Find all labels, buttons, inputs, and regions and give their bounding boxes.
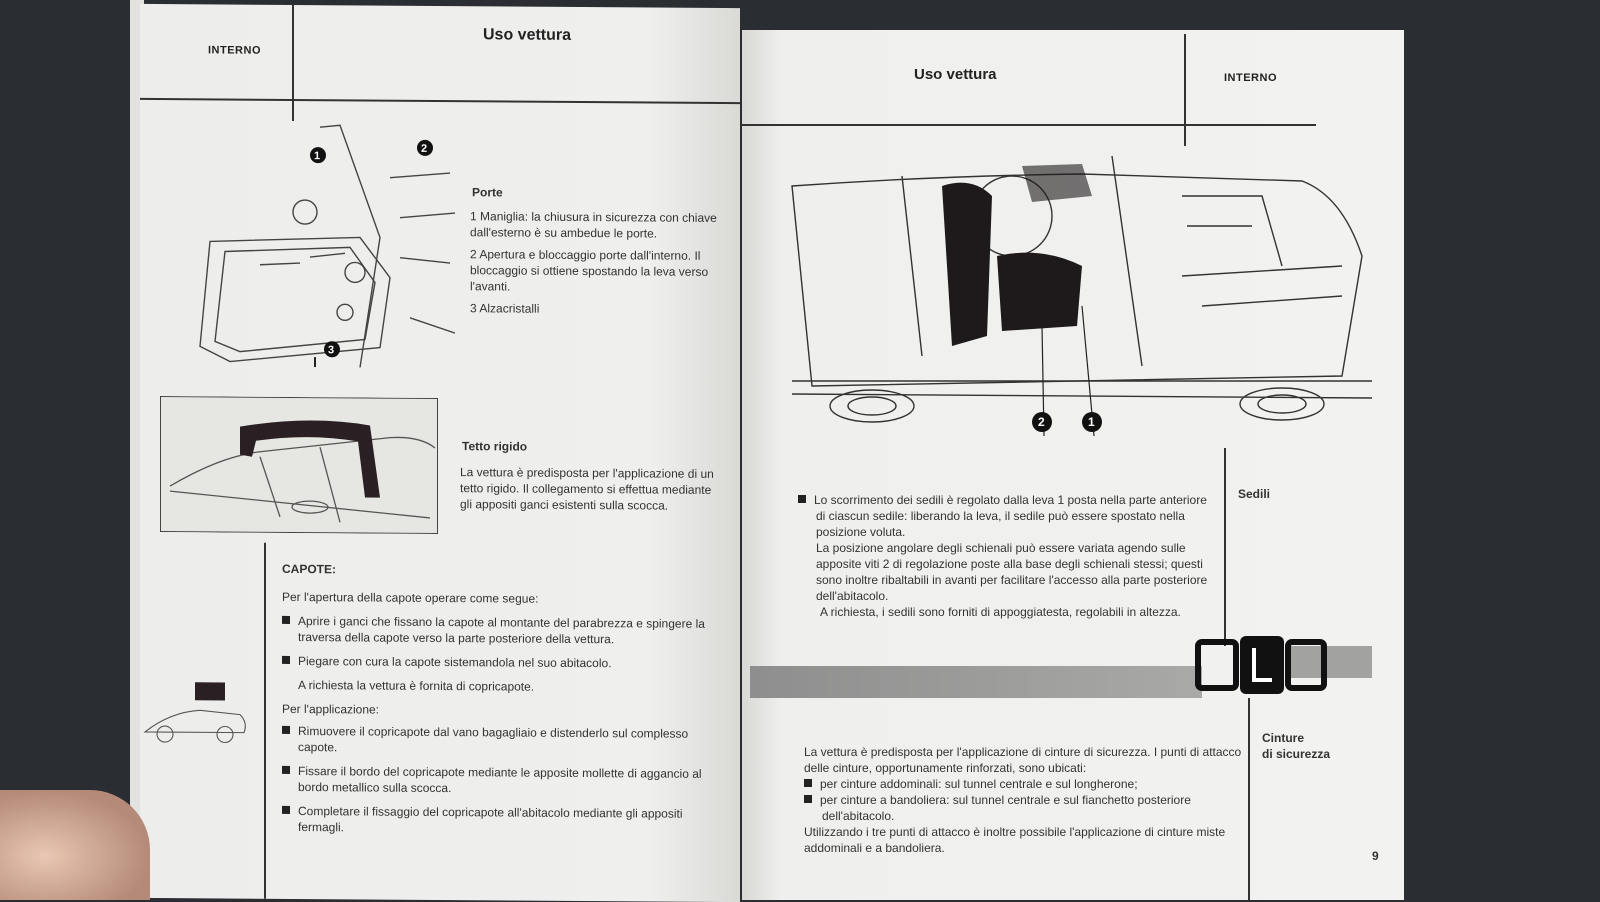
left-page-title: Uso vettura: [483, 26, 572, 44]
porte-item-1: [470, 208, 718, 242]
capote-section: [282, 561, 722, 846]
cinture-item-1-text: per cinture addominali: sul tunnel centrale e sul longherone;: [820, 777, 1138, 791]
porte-item-3-num: 3: [470, 301, 477, 316]
hardtop-illustration: [160, 396, 438, 534]
capote-appl-step-3-text: Completare il fissaggio del copricapote all'abitacolo mediante gli appositi fermagli.: [298, 804, 683, 835]
porte-heading: Porte: [472, 185, 503, 200]
capote-divider: [264, 543, 266, 899]
bullet-icon: [282, 656, 290, 664]
porte-item-2: [470, 246, 718, 296]
door-callout-3: 3: [328, 344, 335, 357]
bullet-icon: [282, 806, 290, 814]
page-number: 9: [1372, 849, 1379, 863]
cinture-outro: Utilizzando i tre punti di attacco è inoltre possibile l'applicazione di cinture miste addominali e a bandoliera.: [804, 825, 1226, 855]
capote-intro: Per l'apertura della capote operare come segue:: [282, 589, 539, 606]
bullet-icon: [282, 766, 290, 774]
bullet-icon: [804, 795, 812, 803]
cinture-item-1: [804, 776, 1242, 792]
interior-callout-1: 1: [1088, 415, 1095, 429]
sedili-text: [798, 492, 1216, 620]
cinture-item-2-text: per cinture a bandoliera: sul tunnel centrale e sul fianchetto posteriore dell'abitacolo.: [820, 793, 1191, 823]
tetto-text: La vettura è predisposta per l'applicazione di un tetto rigido. Il collegamento si effettua mediante gli appositi ganci esistenti sulla scocca.: [460, 465, 714, 513]
cinture-heading: [1262, 730, 1330, 762]
capote-appl-step-3: [282, 803, 722, 838]
bullet-icon: [798, 495, 806, 503]
door-callout-2: 2: [421, 142, 428, 155]
capote-appl-step-2-text: Fissare il bordo del copricapote mediante le apposite mollette di aggancio al bordo metallico sulla scocca.: [298, 764, 702, 796]
capote-step-1-text: Aprire i ganci che fissano la capote al montante del parabrezza e spingere la traversa della capote verso la parte posteriore della vettura.: [298, 614, 705, 647]
cinture-heading-2: di sicurezza: [1262, 747, 1331, 761]
right-header-divider: [1184, 34, 1186, 146]
porte-item-2-num: 2: [470, 247, 477, 262]
capote-step-1: [282, 613, 722, 648]
cinture-divider: [1248, 698, 1250, 900]
interior-callout-2: 2: [1038, 415, 1045, 429]
interior-illustration: [782, 136, 1378, 436]
cinture-item-2: [804, 792, 1242, 824]
right-header-rule: [742, 124, 1316, 126]
belt-banner-left: [750, 666, 1202, 698]
bullet-icon: [804, 779, 812, 787]
seatbelt-buckle-icon: [1194, 634, 1330, 696]
porte-item-3: [470, 300, 718, 318]
capote-note: A richiesta la vettura è fornita di copricapote.: [298, 678, 535, 694]
right-page: [742, 30, 1404, 900]
capote-appl-step-1: [282, 723, 722, 758]
capote-step-2-text: Piegare con cura la capote sistemandola nel suo abitacolo.: [298, 654, 612, 671]
cinture-heading-1: Cinture: [1262, 731, 1304, 745]
left-header-rule: [140, 98, 740, 104]
porte-item-1-num: 1: [470, 209, 477, 224]
cinture-text: [804, 744, 1242, 856]
interior-callouts: [1030, 408, 1110, 436]
bullet-icon: [282, 726, 290, 734]
capote-car-illustration: [140, 672, 250, 753]
left-header-divider: [292, 5, 294, 121]
right-section-tag: INTERNO: [1224, 72, 1277, 84]
sedili-para-2: La posizione angolare degli schienali può essere variata agendo sulle apposite viti 2 di regolazione poste alla base degli schienali stessi; questi sono inoltre ribaltabili in avanti per facilitare l'accesso alla parte posteriore dell'abitacolo.: [816, 541, 1208, 603]
thumb: [0, 790, 150, 900]
left-section-tag: INTERNO: [208, 44, 261, 57]
capote-appl-step-2: [282, 763, 722, 798]
capote-appl-intro: Per l'applicazione:: [282, 701, 380, 717]
right-page-title: Uso vettura: [914, 66, 997, 83]
tetto-heading: Tetto rigido: [462, 439, 528, 454]
sedili-heading: Sedili: [1238, 487, 1271, 501]
capote-step-2: [282, 653, 722, 672]
door-illustration: [180, 116, 455, 368]
sedili-para-1-text: Lo scorrimento dei sedili è regolato dalla leva 1 posta nella parte anteriore di ciascun sedile: liberando la leva, il sedile può essere spostato nella posizione voluta.: [814, 493, 1207, 539]
porte-list: [470, 208, 718, 320]
capote-appl-step-1-text: Rimuovere il copricapote dal vano bagagliaio e distenderlo sul complesso capote.: [298, 724, 689, 755]
porte-item-2-text: Apertura e bloccaggio porte dall'interno. Il bloccaggio si ottiene spostando la leva verso l'avanti.: [470, 247, 709, 294]
sedili-para-1: [798, 492, 1216, 540]
capote-heading: CAPOTE:: [282, 561, 336, 577]
porte-item-1-text: Maniglia: la chiusura in sicurezza con chiave dall'esterno è su ambedue le porte.: [470, 209, 717, 241]
sedili-para-3: A richiesta, i sedili sono forniti di appoggiatesta, regolabili in altezza.: [820, 605, 1181, 619]
sedili-divider: [1224, 448, 1226, 646]
door-callout-1: 1: [314, 150, 321, 163]
porte-item-3-text: Alzacristalli: [479, 301, 540, 316]
cinture-intro: La vettura è predisposta per l'applicazione di cinture di sicurezza. I punti di attacco delle cinture, opportunamente rinforzati, sono ubicati:: [804, 745, 1242, 775]
left-page: [140, 4, 740, 902]
bullet-icon: [282, 616, 290, 624]
